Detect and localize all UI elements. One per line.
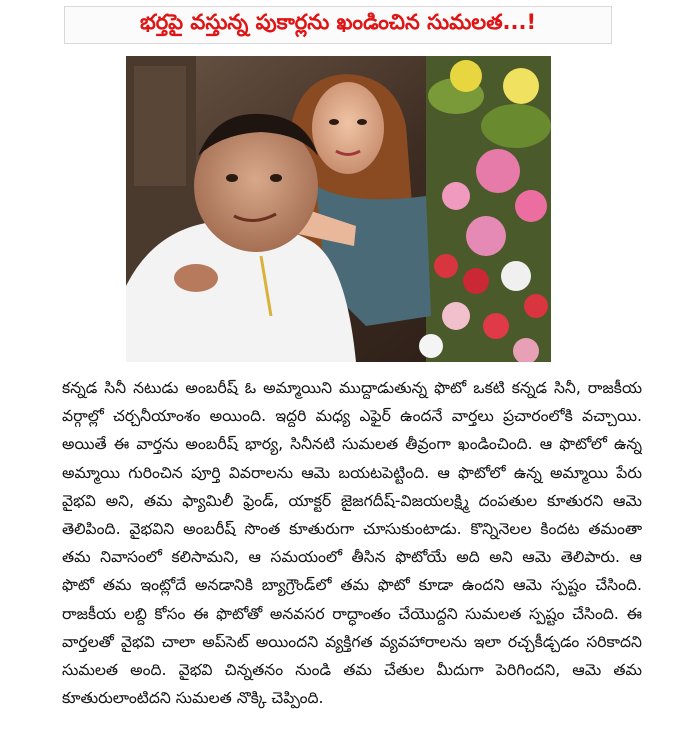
article-line: అయితే ఈ వార్తను అంబరీష్ భార్య, సినీనటి సుమలత తీవ్రంగా ఖండించింది. ఆ ఫొటోలో ఉన్న <box>62 435 642 454</box>
article-line: తెలిపింది. వైభవిని అంబరీష్ సొంత కూతురుగా చూసుకుంటాడు. కొన్నినెలల కిందట తమంతా <box>62 519 642 538</box>
article-line: కూతురులాంటిదని సుమలత నొక్కి చెప్పింది. <box>62 689 324 708</box>
article-line: వార్తలతో వైభవి చాలా అప్‌సెట్ అయిందని వ్యక్తిగత వ్యవహారాలను ఇలా రచ్చకీడ్చడం సరికాదని <box>62 632 642 651</box>
article-line: అమ్మాయి గురించిన పూర్తి వివరాలను ఆమె బయటపెట్టింది. ఆ ఫొటోలో ఉన్న అమ్మాయి పేరు <box>62 463 642 482</box>
article-line: కన్నడ సినీ నటుడు అంబరీష్ ఓ అమ్మాయిని ముద్దాడుతున్న ఫొటో ఒకటి కన్నడ సినీ, రాజకీయ <box>62 379 642 397</box>
headline-banner <box>64 6 612 44</box>
article-line: వైభవి అని, తమ ఫ్యామిలీ ఫ్రెండ్, యాక్టర్ జైజగదీష్-విజయలక్ష్మి దంపతుల కూతురని ఆమె <box>62 491 642 510</box>
article-line: సుమలత అంది. వైభవి చిన్నతనం నుండి తమ చేతుల మీదుగా పెరిగిందని, ఆమె తమ <box>62 660 642 679</box>
article-line: వర్గాల్లో చర్చనీయాంశం అయింది. ఇద్దరి మధ్య ఎఫైర్ ఉందనే వార్తలు ప్రచారంలోకి వచ్చాయి. <box>62 407 642 426</box>
photo-of-couple-with-flowers-icon <box>126 56 551 362</box>
article-body <box>62 374 642 712</box>
article-line: తమ నివాసంలో కలిసామని, ఆ సమయంలో తీసిన ఫొటోయే అది అని ఆమె తెలిపారు. ఆ <box>62 548 642 567</box>
article-line: ఫొటో తమ ఇంట్లోదే అనడానికి బ్యాగ్రౌండ్‌లో తమ ఫొటో కూడా ఉందని ఆమె స్పష్టం చేసింది. <box>62 576 642 595</box>
article-line: రాజకీయ లబ్ది కోసం ఈ ఫొటోతో అనవసర రాద్ధాంతం చేయొద్దని సుమలత స్పష్టం చేసింది. ఈ <box>62 604 642 623</box>
headline: భర్తపై వస్తున్న పుకార్లను ఖండించిన సుమలత...! <box>139 10 537 34</box>
news-photo <box>126 56 551 362</box>
